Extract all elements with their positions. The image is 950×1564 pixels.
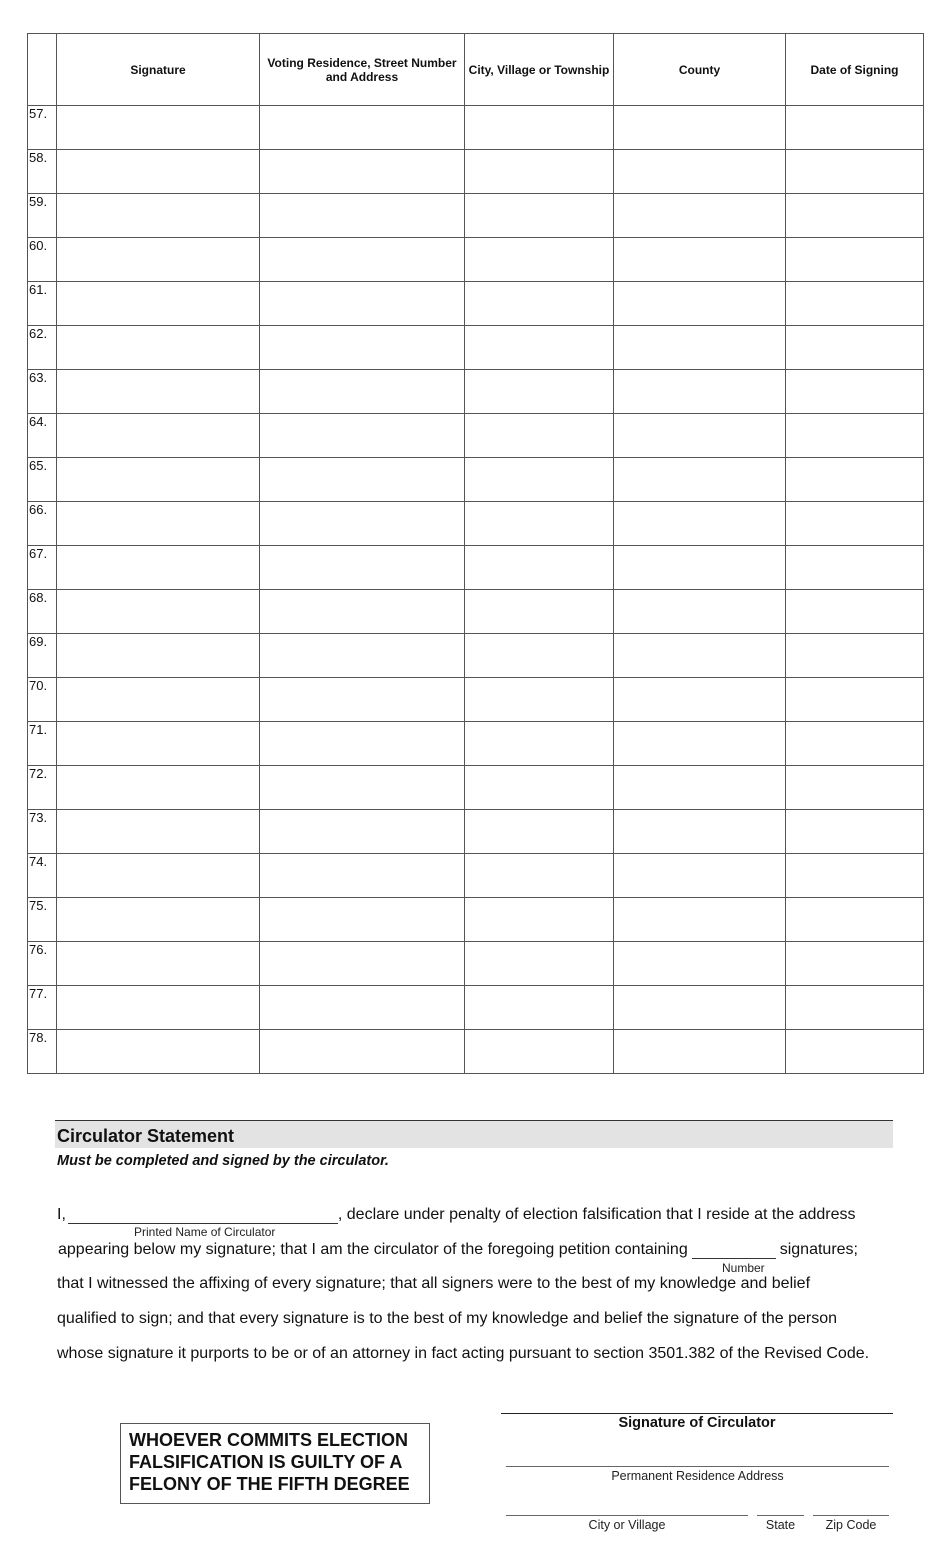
row-number: 60. xyxy=(28,238,57,282)
statement-text: appearing below my signature; that I am the circulator of the foregoing petition containing xyxy=(58,1241,688,1258)
row-number: 67. xyxy=(28,546,57,590)
signature-cell[interactable] xyxy=(57,898,260,942)
city-cell[interactable] xyxy=(465,502,614,546)
statement-line-4: qualified to sign; and that every signature is to the best of my knowledge and belief the signature of the person xyxy=(57,1310,838,1327)
date-cell[interactable] xyxy=(786,986,924,1030)
printed-name-field[interactable] xyxy=(68,1208,338,1224)
statement-line-2 xyxy=(58,1241,858,1259)
table-row xyxy=(28,370,924,414)
row-number: 72. xyxy=(28,766,57,810)
signature-cell[interactable] xyxy=(57,810,260,854)
date-cell[interactable] xyxy=(786,326,924,370)
residence-address-label: Permanent Residence Address xyxy=(611,1469,784,1483)
election-falsification-warning xyxy=(120,1423,430,1504)
table-row xyxy=(28,634,924,678)
county-cell[interactable] xyxy=(614,282,786,326)
date-cell[interactable] xyxy=(786,854,924,898)
circulator-signature-label: Signature of Circulator xyxy=(618,1415,776,1431)
row-number: 68. xyxy=(28,590,57,634)
statement-line-5: whose signature it purports to be or of an attorney in fact acting pursuant to section 3501.382 of the Revised Code. xyxy=(57,1345,870,1362)
date-cell[interactable] xyxy=(786,590,924,634)
city-village-label: City or Village xyxy=(588,1518,666,1532)
date-cell[interactable] xyxy=(786,282,924,326)
city-cell[interactable] xyxy=(465,238,614,282)
address-cell[interactable] xyxy=(260,282,465,326)
city-cell[interactable] xyxy=(465,942,614,986)
table-row xyxy=(28,590,924,634)
city-cell[interactable] xyxy=(465,106,614,150)
statement-text: , declare under penalty of election falsification that I reside at the address xyxy=(337,1206,856,1223)
signature-cell[interactable] xyxy=(57,1030,260,1074)
county-cell[interactable] xyxy=(614,942,786,986)
signature-cell[interactable] xyxy=(57,326,260,370)
signature-cell[interactable] xyxy=(57,150,260,194)
address-cell[interactable] xyxy=(260,502,465,546)
date-cell[interactable] xyxy=(786,106,924,150)
city-cell[interactable] xyxy=(465,986,614,1030)
column-header-number xyxy=(28,34,57,106)
address-cell[interactable] xyxy=(260,942,465,986)
row-number: 59. xyxy=(28,194,57,238)
signature-cell[interactable] xyxy=(57,502,260,546)
address-cell[interactable] xyxy=(260,238,465,282)
date-cell[interactable] xyxy=(786,238,924,282)
signature-cell[interactable] xyxy=(57,458,260,502)
date-cell[interactable] xyxy=(786,766,924,810)
county-cell[interactable] xyxy=(614,678,786,722)
city-cell[interactable] xyxy=(465,678,614,722)
address-cell[interactable] xyxy=(260,590,465,634)
table-row xyxy=(28,854,924,898)
state-label: State xyxy=(765,1518,796,1532)
warning-line-3: FELONY OF THE FIFTH DEGREE xyxy=(129,1474,410,1494)
table-row xyxy=(28,1030,924,1074)
residence-address-line[interactable] xyxy=(506,1466,889,1467)
date-cell[interactable] xyxy=(786,810,924,854)
address-cell[interactable] xyxy=(260,898,465,942)
date-cell[interactable] xyxy=(786,370,924,414)
column-header-signature: Signature xyxy=(57,34,260,106)
table-row xyxy=(28,502,924,546)
statement-prefix: I, xyxy=(57,1206,66,1223)
table-body xyxy=(28,106,924,1074)
signature-cell[interactable] xyxy=(57,722,260,766)
county-cell[interactable] xyxy=(614,810,786,854)
city-cell[interactable] xyxy=(465,1030,614,1074)
signature-cell[interactable] xyxy=(57,766,260,810)
county-cell[interactable] xyxy=(614,458,786,502)
row-number: 70. xyxy=(28,678,57,722)
date-cell[interactable] xyxy=(786,1030,924,1074)
row-number: 61. xyxy=(28,282,57,326)
number-caption: Number xyxy=(722,1261,765,1275)
row-number: 75. xyxy=(28,898,57,942)
table-row xyxy=(28,766,924,810)
address-cell[interactable] xyxy=(260,634,465,678)
city-cell[interactable] xyxy=(465,766,614,810)
city-cell[interactable] xyxy=(465,194,614,238)
county-cell[interactable] xyxy=(614,590,786,634)
signature-cell[interactable] xyxy=(57,282,260,326)
address-cell[interactable] xyxy=(260,678,465,722)
row-number: 64. xyxy=(28,414,57,458)
row-number: 65. xyxy=(28,458,57,502)
county-cell[interactable] xyxy=(614,634,786,678)
table-row xyxy=(28,326,924,370)
table-header-row xyxy=(28,34,924,106)
signature-count-field[interactable] xyxy=(692,1243,776,1259)
zip-code-line[interactable] xyxy=(813,1515,889,1516)
table-row xyxy=(28,458,924,502)
county-cell[interactable] xyxy=(614,898,786,942)
column-header-address: Voting Residence, Street Number and Address xyxy=(260,34,465,106)
city-cell[interactable] xyxy=(465,414,614,458)
row-number: 78. xyxy=(28,1030,57,1074)
city-cell[interactable] xyxy=(465,722,614,766)
county-cell[interactable] xyxy=(614,414,786,458)
statement-line-3: that I witnessed the affixing of every signature; that all signers were to the best of my knowledge and belief xyxy=(57,1275,811,1292)
signature-cell[interactable] xyxy=(57,590,260,634)
address-cell[interactable] xyxy=(260,810,465,854)
address-cell[interactable] xyxy=(260,326,465,370)
address-cell[interactable] xyxy=(260,414,465,458)
city-village-line[interactable] xyxy=(506,1515,748,1516)
county-cell[interactable] xyxy=(614,986,786,1030)
table-row xyxy=(28,898,924,942)
warning-line-1: WHOEVER COMMITS ELECTION xyxy=(129,1430,408,1450)
signature-table xyxy=(27,33,924,1074)
address-cell[interactable] xyxy=(260,458,465,502)
row-number: 63. xyxy=(28,370,57,414)
signature-cell[interactable] xyxy=(57,854,260,898)
county-cell[interactable] xyxy=(614,854,786,898)
city-cell[interactable] xyxy=(465,810,614,854)
address-cell[interactable] xyxy=(260,766,465,810)
date-cell[interactable] xyxy=(786,898,924,942)
signature-cell[interactable] xyxy=(57,106,260,150)
city-cell[interactable] xyxy=(465,898,614,942)
address-cell[interactable] xyxy=(260,106,465,150)
column-header-city: City, Village or Township xyxy=(465,34,614,106)
county-cell[interactable] xyxy=(614,370,786,414)
city-cell[interactable] xyxy=(465,854,614,898)
row-number: 73. xyxy=(28,810,57,854)
circulator-statement-instruction: Must be completed and signed by the circulator. xyxy=(57,1153,389,1169)
zip-code-label: Zip Code xyxy=(825,1518,877,1532)
address-cell[interactable] xyxy=(260,194,465,238)
row-number: 69. xyxy=(28,634,57,678)
date-cell[interactable] xyxy=(786,194,924,238)
row-number: 74. xyxy=(28,854,57,898)
row-number: 77. xyxy=(28,986,57,1030)
address-cell[interactable] xyxy=(260,1030,465,1074)
row-number: 76. xyxy=(28,942,57,986)
city-cell[interactable] xyxy=(465,590,614,634)
warning-line-2: FALSIFICATION IS GUILTY OF A xyxy=(129,1452,403,1472)
table-row xyxy=(28,942,924,986)
date-cell[interactable] xyxy=(786,942,924,986)
table-row xyxy=(28,282,924,326)
table-row xyxy=(28,722,924,766)
table-row xyxy=(28,414,924,458)
signature-cell[interactable] xyxy=(57,634,260,678)
city-cell[interactable] xyxy=(465,546,614,590)
city-cell[interactable] xyxy=(465,282,614,326)
table-row xyxy=(28,194,924,238)
county-cell[interactable] xyxy=(614,546,786,590)
signature-cell[interactable] xyxy=(57,942,260,986)
circulator-statement-title: Circulator Statement xyxy=(55,1120,893,1148)
address-cell[interactable] xyxy=(260,546,465,590)
date-cell[interactable] xyxy=(786,414,924,458)
date-cell[interactable] xyxy=(786,546,924,590)
county-cell[interactable] xyxy=(614,722,786,766)
signature-cell[interactable] xyxy=(57,370,260,414)
table-row xyxy=(28,238,924,282)
date-cell[interactable] xyxy=(786,150,924,194)
address-cell[interactable] xyxy=(260,150,465,194)
county-cell[interactable] xyxy=(614,1030,786,1074)
city-cell[interactable] xyxy=(465,150,614,194)
city-cell[interactable] xyxy=(465,458,614,502)
printed-name-caption: Printed Name of Circulator xyxy=(134,1225,276,1239)
statement-text: signatures; xyxy=(779,1241,858,1258)
table-row xyxy=(28,810,924,854)
date-cell[interactable] xyxy=(786,458,924,502)
table-row xyxy=(28,678,924,722)
county-cell[interactable] xyxy=(614,766,786,810)
date-cell[interactable] xyxy=(786,634,924,678)
address-cell[interactable] xyxy=(260,854,465,898)
row-number: 66. xyxy=(28,502,57,546)
county-cell[interactable] xyxy=(614,194,786,238)
city-cell[interactable] xyxy=(465,370,614,414)
county-cell[interactable] xyxy=(614,326,786,370)
table-row xyxy=(28,150,924,194)
row-number: 57. xyxy=(28,106,57,150)
county-cell[interactable] xyxy=(614,502,786,546)
signature-cell[interactable] xyxy=(57,194,260,238)
state-line[interactable] xyxy=(757,1515,804,1516)
signature-cell[interactable] xyxy=(57,238,260,282)
address-cell[interactable] xyxy=(260,370,465,414)
address-cell[interactable] xyxy=(260,986,465,1030)
row-number: 58. xyxy=(28,150,57,194)
city-cell[interactable] xyxy=(465,326,614,370)
city-cell[interactable] xyxy=(465,634,614,678)
statement-line-1 xyxy=(57,1206,856,1224)
county-cell[interactable] xyxy=(614,106,786,150)
signature-cell[interactable] xyxy=(57,414,260,458)
table-row xyxy=(28,986,924,1030)
row-number: 71. xyxy=(28,722,57,766)
row-number: 62. xyxy=(28,326,57,370)
signature-cell[interactable] xyxy=(57,678,260,722)
circulator-signature-line[interactable] xyxy=(501,1413,893,1414)
signature-cell[interactable] xyxy=(57,986,260,1030)
county-cell[interactable] xyxy=(614,150,786,194)
date-cell[interactable] xyxy=(786,502,924,546)
column-header-date: Date of Signing xyxy=(786,34,924,106)
date-cell[interactable] xyxy=(786,678,924,722)
address-cell[interactable] xyxy=(260,722,465,766)
county-cell[interactable] xyxy=(614,238,786,282)
date-cell[interactable] xyxy=(786,722,924,766)
signature-cell[interactable] xyxy=(57,546,260,590)
table-row xyxy=(28,106,924,150)
column-header-county: County xyxy=(614,34,786,106)
table-row xyxy=(28,546,924,590)
